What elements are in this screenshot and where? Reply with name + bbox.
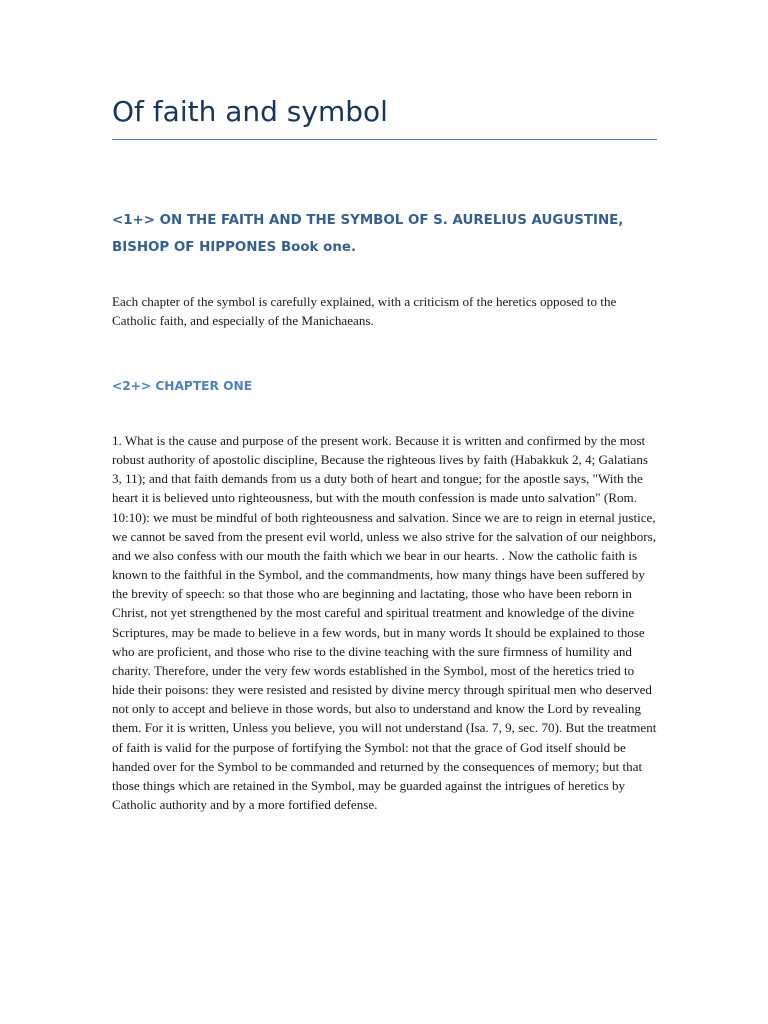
chapter-heading: <2+> CHAPTER ONE	[112, 379, 253, 393]
intro-paragraph: Each chapter of the symbol is carefully explained, with a criticism of the heretics opposed to the Catholic faith, and especially of the Manichaeans.	[112, 294, 617, 329]
book-heading: <1+> ON THE FAITH AND THE SYMBOL OF S. AURELIUS AUGUSTINE, BISHOP OF HIPPONES Book one.	[112, 213, 624, 255]
chapter-body-paragraph: 1. What is the cause and purpose of the present work. Because it is written and confirmed by the most robust authority of apostolic discipline, Because the righteous lives by faith (Habakkuk 2, 4; Galatians 3, 11); and that faith demands from us a duty both of heart and tongue; for the apostle says, "With the heart it is believed unto righteousness, but with the mouth confession is made unto salvation" (Rom. 10:10): we must be mindful of both righteousness and salvation. Since we are to reign in eternal justice, we cannot be saved from the present evil world, unless we also strive for the salvation of our neighbors, and we also confess with our mouth the faith which we bear in our hearts. . Now the catholic faith is known to the faithful in the Symbol, and the commandments, how many things have been suffered by the brevity of speech: so that those who are beginning and lactating, those who have been reborn in Christ, not yet strengthened by the most careful and spiritual treatment and knowledge of the divine Scriptures, may be made to believe in a few words, but in many words It should be explained to those who are proficient, and those who rise to the divine teaching with the sure firmness of humility and charity. Therefore, under the very few words established in the Symbol, most of the heretics tried to hide their poisons: they were resisted and resisted by divine mercy through spiritual men who deserved not only to accept and believe in those words, but also to understand and know the Lord by revealing them. For it is written, Unless you believe, you will not understand (Isa. 7, 9, sec. 70). But the treatment of faith is valid for the purpose of fortifying the Symbol: not that the grace of God itself should be handed over for the Symbol to be commanded and returned by the consequences of memory; but that those things which are retained in the Symbol, may be guarded against the intrigues of heretics by Catholic authority and by a more fortified defense.	[112, 433, 657, 812]
title-underline-rule	[112, 139, 657, 140]
document-title: Of faith and symbol	[112, 95, 388, 128]
